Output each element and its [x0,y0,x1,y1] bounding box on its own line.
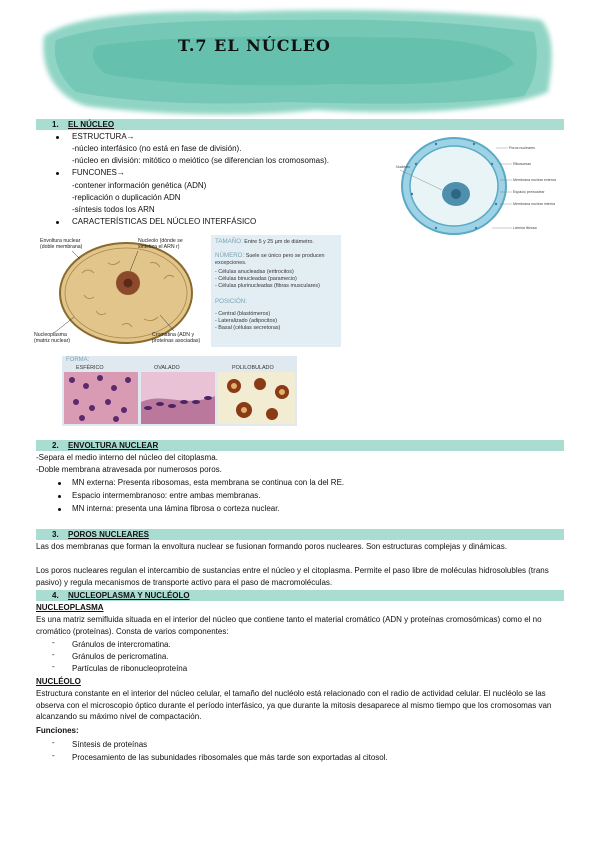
label-membrana-externa: Membrana nuclear externa [513,178,556,182]
estructura-label: ESTRUCTURA→ [72,132,135,141]
section-2-header [36,440,564,451]
label-cromatina: Cromatina (ADN y proteínas asociadas) [152,332,201,344]
envoltura-line-2: -Doble membrana atravesada por numerosos poros. [36,465,222,474]
info-numero-item: - Células plurinucleadas (fibras musculares) [215,283,320,289]
nucleoplasma-heading: NUCLEOPLASMA [36,603,104,612]
info-numero-item: - Células anucleadas (eritrocitos) [215,269,294,275]
funciones-item-1: Síntesis de proteínas [72,740,148,749]
section-number: 1. [52,120,59,129]
arrow-right-icon: → [126,132,135,141]
info-posicion-item: - Basal (células secretoras) [215,325,281,331]
funciones-line-1: -contener información genética (ADN) [72,181,207,190]
section-heading: EL NÚCLEO [68,120,115,129]
envoltura-line-1: -Separa el medio interno del núcleo del citoplasma. [36,453,218,462]
nucleoplasma-item-1: Gránulos de intercromatina. [72,640,171,649]
section-heading: POROS NUCLEARES [68,530,149,539]
label-espacio-perinuclear: Espacio perinuclear [513,190,545,194]
label-nucleolo: Nucleolo [396,165,410,169]
section-1-header [36,119,564,130]
poros-paragraph-1: Las dos membranas que forman la envoltura nuclear se fusionan formando poros nucleares. Son estructuras complejas y dinámicas. [36,542,507,551]
forma-label: FORMA: [66,357,90,363]
watercolor-header-wash [36,6,558,118]
label-envoltura-nuclear: Envoltura nuclear (doble membrana) [40,238,83,250]
envoltura-bullet-2: Espacio intermembranoso: entre ambas membranas. [72,491,261,500]
bullet-icon [58,495,61,498]
section-heading: ENVOLTURA NUCLEAR [68,441,159,450]
section-3-header [36,529,564,540]
label-nucleoplasma: Nucleoplasma (matriz nuclear) [34,332,71,344]
label-ribosomas: Ribosomas [513,162,531,166]
dash-icon: - [52,638,55,647]
page-title: T.7 EL NÚCLEO [178,36,331,55]
envoltura-bullet-1: MN externa: Presenta ribosomas, esta membrana se continua con la del RE. [72,478,345,487]
section-number: 2. [52,441,59,450]
nucleoplasma-paragraph: Es una matriz semifluida situada en el interior del núcleo que contiene tanto el material cromático (ADN y proteínas cromosómicas) como el no cromático (proteínas). Consta de varios componentes: [36,615,542,636]
envoltura-bullet-3: MN interna: presenta una lámina fibrosa o corteza nuclear. [72,504,280,513]
info-numero-text: Suele se único pero se producen excepciones. [215,253,325,266]
dash-icon: - [52,662,55,671]
funciones-line-2: -replicación o duplicación ADN [72,193,181,202]
bullet-icon [58,482,61,485]
nucleus-shapes-panel [62,356,297,426]
estructura-line-1: -núcleo interfásico (no está en fase de división). [72,144,242,153]
funciones-label: FUNCONES→ [72,168,125,177]
bullet-icon [56,136,59,139]
info-posicion-heading: POSICIÓN: [215,298,247,305]
nucleoplasma-item-2: Gránulos de pericromatina. [72,652,169,661]
caracteristicas-label: CARACTERÍSTICAS DEL NÚCLEO INTERFÁSICO [72,217,257,226]
section-number: 4. [52,591,59,600]
label-membrana-interna: Membrana nuclear interna [513,202,555,206]
funciones-item-2: Procesamiento de las subunidades ribosomales que más tarde son exportadas al citosol. [72,753,388,762]
label-lamina-fibrosa: Lámina fibrosa [513,226,537,230]
nucleoplasma-item-3: Partículas de ribonucleoproteína [72,664,188,673]
label-nucleolo-arn: Nucleolo (dónde se sintetiza el ARN r) [138,238,183,250]
bullet-icon [58,508,61,511]
estructura-line-2: -núcleo en división: mitótico o meiótico (se diferencian los cromosomas). [72,156,329,165]
bullet-icon [56,221,59,224]
funciones-heading: Funciones: [36,726,79,735]
section-number: 3. [52,530,59,539]
section-heading: NUCLEOPLASMA Y NUCLÉOLO [68,591,190,600]
dash-icon: - [52,738,55,747]
forma-esferico-label: ESFÉRICO [76,365,104,371]
section-4-header [36,590,564,601]
info-posicion-item: - Central (blastómeros) [215,311,271,317]
info-numero-item: - Células binucleadas (paramecio) [215,276,297,282]
label-poros-nucleares: Poros nucleares [509,146,535,150]
dash-icon: - [52,751,55,760]
nuclear-envelope-diagram [396,134,566,238]
nucleus-info-box [211,235,341,347]
nucleus-diagram [34,233,210,351]
info-tamano-text: Entre 5 y 25 µm de diámetro. [244,239,314,245]
funciones-line-3: -síntesis todos los ARN [72,205,155,214]
nucleolo-heading: NUCLÉOLO [36,677,81,686]
dash-icon: - [52,650,55,659]
info-tamano-heading: TAMAÑO: [215,238,243,245]
forma-polilobulado-label: POLILOBULADO [232,365,274,371]
micrograph-images [64,372,295,424]
info-numero-heading: NÚMERO: [215,252,245,259]
forma-ovalado-label: OVALADO [154,365,180,371]
arrow-right-icon: → [116,168,125,177]
bullet-icon [56,172,59,175]
info-posicion-item: - Lateralizado (adipocitos) [215,318,278,324]
poros-paragraph-2: Los poros nucleares regulan el intercambio de sustancias entre el núcleo y el citoplasma. Permite el paso libre de moléculas hidrosolubles (trans pasivo) y regula mecanismos de transporte activo para el paso de macromoléculas. [36,566,549,587]
nucleolo-paragraph: Estructura constante en el interior del núcleo celular, el tamaño del nucléolo está relacionado con el radio de actividad celular. El nucléolo se las observa con el microscopio óptico durante el período interfásico, ya que durante la mitosis desaparece al mismo tiempo que los cromosomas van alcanzando su máximo nivel de compactación. [36,689,552,722]
